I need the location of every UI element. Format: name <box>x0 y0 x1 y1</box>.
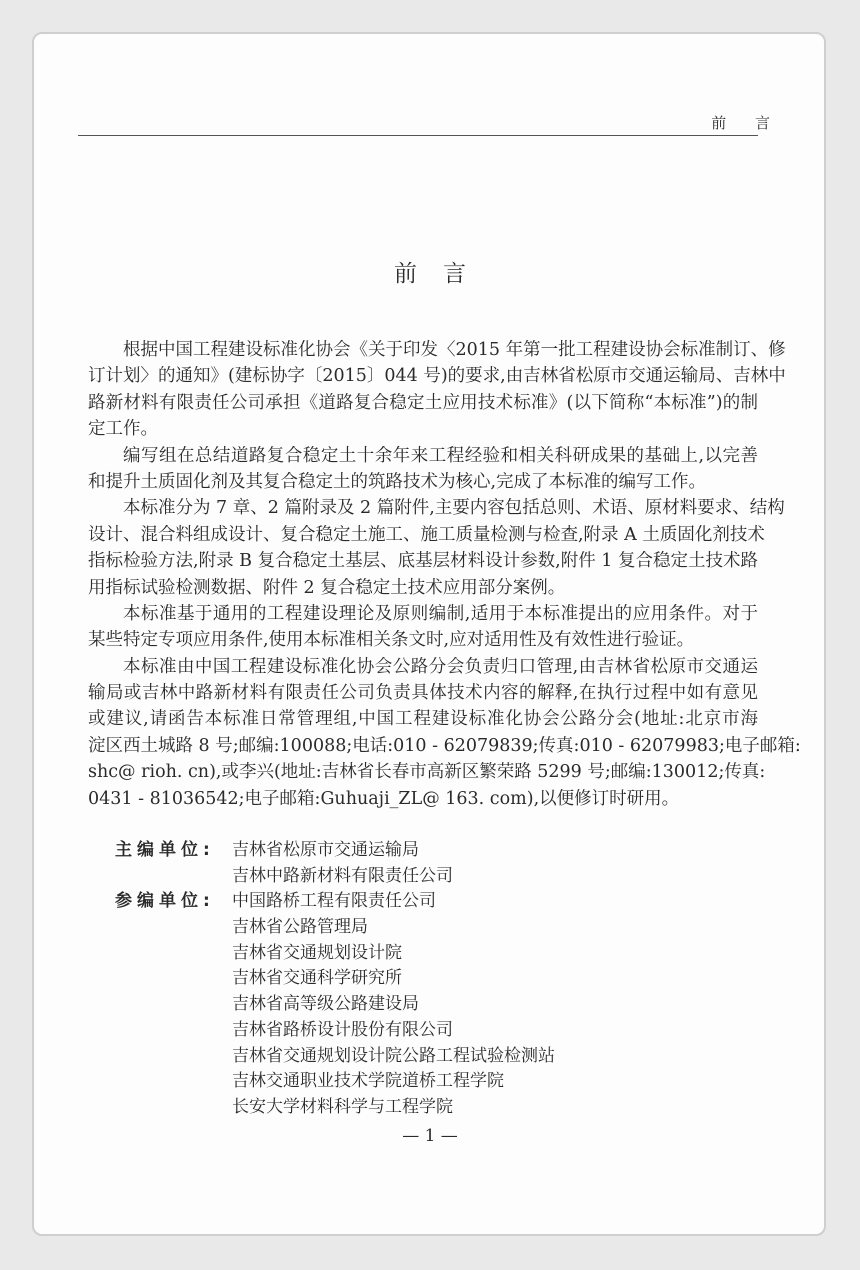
co-editor-unit: 吉林省公路管理局 <box>232 917 368 938</box>
text-line: 淀区西土城路 8 号;邮编:100088;电话:010 - 62079839;传真:010 - 62079983;电子邮箱: <box>88 735 801 756</box>
chief-editor-label <box>115 864 232 890</box>
paragraph <box>88 654 801 812</box>
text-line: 或建议,请函告本标准日常管理组,中国工程建设标准化协会公路分会(地址:北京市海 <box>88 709 758 730</box>
chief-editor-row <box>115 838 555 864</box>
co-editor-unit: 吉林省交通科学研究所 <box>232 968 402 989</box>
co-editor-row <box>115 889 555 915</box>
co-editor-row <box>115 1044 555 1070</box>
co-editor-row <box>115 992 555 1018</box>
text-line: 编写组在总结道路复合稳定土十余年来工程经验和相关科研成果的基础上,以完善 <box>123 445 758 466</box>
paragraph <box>88 601 758 654</box>
co-editor-unit: 长安大学材料科学与工程学院 <box>232 1096 453 1117</box>
text-line: 定工作。 <box>88 419 158 440</box>
co-editor-label <box>115 1095 232 1121</box>
paragraph <box>88 443 758 496</box>
co-editor-label <box>115 915 232 941</box>
text-line: 本标准基于通用的工程建设理论及原则编制,适用于本标准提出的应用条件。对于 <box>123 603 758 624</box>
text-line: 输局或吉林中路新材料有限责任公司负责具体技术内容的解释,在执行过程中如有意见 <box>88 683 758 704</box>
chief-editor-label: 主编单位: <box>115 840 215 860</box>
co-editor-row <box>115 915 555 941</box>
co-editor-label <box>115 1018 232 1044</box>
text-line: 本标准分为 7 章、2 篇附录及 2 篇附件,主要内容包括总则、术语、原材料要求、结构 <box>123 498 785 519</box>
co-editor-label <box>115 1044 232 1070</box>
chief-editor-row <box>115 864 555 890</box>
preface-body <box>88 337 801 812</box>
co-editor-unit: 吉林省高等级公路建设局 <box>232 994 419 1015</box>
text-line: 用指标试验检测数据、附件 2 复合稳定土技术应用部分案例。 <box>88 577 566 598</box>
header-rule <box>78 135 758 136</box>
co-editor-label <box>115 1069 232 1095</box>
co-editor-label <box>115 992 232 1018</box>
chief-editor-unit: 吉林省松原市交通运输局 <box>232 840 419 860</box>
text-line: 订计划〉的通知》(建标协字〔2015〕044 号)的要求,由吉林省松原市交通运输局、吉林中 <box>88 366 786 387</box>
co-editor-row <box>115 966 555 992</box>
text-line: 某些特定专项应用条件,使用本标准相关条文时,应对适用性及有效性进行验证。 <box>88 630 695 651</box>
text-line: 0431 - 81036542;电子邮箱:Guhuaji_ZL@ 163. com),以便修订时研用。 <box>88 788 680 809</box>
page-number: — 1 — <box>402 1126 458 1146</box>
text-line: 本标准由中国工程建设标准化协会公路分会负责归口管理,由吉林省松原市交通运 <box>123 656 758 677</box>
co-editor-row <box>115 1069 555 1095</box>
co-editor-unit: 吉林省路桥设计股份有限公司 <box>232 1019 453 1040</box>
paragraph <box>88 495 785 601</box>
text-line: shc@ rioh. cn),或李兴(地址:吉林省长春市高新区繁荣路 5299 号;邮编:130012;传真: <box>88 762 766 783</box>
text-line: 和提升土质固化剂及其复合稳定土的筑路技术为核心,完成了本标准的编写工作。 <box>88 471 707 492</box>
text-line: 路新材料有限责任公司承担《道路复合稳定土应用技术标准》(以下简称“本标准”)的制 <box>88 392 758 413</box>
text-line: 指标检验方法,附录 B 复合稳定土基层、底基层材料设计参数,附件 1 复合稳定土技术路 <box>88 551 758 572</box>
co-editor-row <box>115 1095 555 1121</box>
co-editor-row <box>115 1018 555 1044</box>
editor-units <box>115 838 555 1121</box>
co-editor-row <box>115 941 555 967</box>
co-editor-unit: 吉林交通职业技术学院道桥工程学院 <box>232 1071 504 1092</box>
paragraph <box>88 337 786 443</box>
text-line: 根据中国工程建设标准化协会《关于印发〈2015 年第一批工程建设协会标准制订、修 <box>123 340 786 360</box>
co-editor-unit: 吉林省交通规划设计院 <box>232 942 402 963</box>
running-header: 前 言 <box>711 114 782 132</box>
co-editor-unit: 吉林省交通规划设计院公路工程试验检测站 <box>232 1045 555 1066</box>
co-editor-label <box>115 966 232 992</box>
co-editor-label <box>115 941 232 967</box>
page-title: 前言 <box>394 261 492 287</box>
text-line: 设计、混合料组成设计、复合稳定土施工、施工质量检测与检查,附录 A 土质固化剂技术 <box>88 524 765 545</box>
co-editor-label: 参编单位: <box>115 891 215 912</box>
chief-editor-unit: 吉林中路新材料有限责任公司 <box>232 865 453 886</box>
co-editor-unit: 中国路桥工程有限责任公司 <box>232 891 436 912</box>
